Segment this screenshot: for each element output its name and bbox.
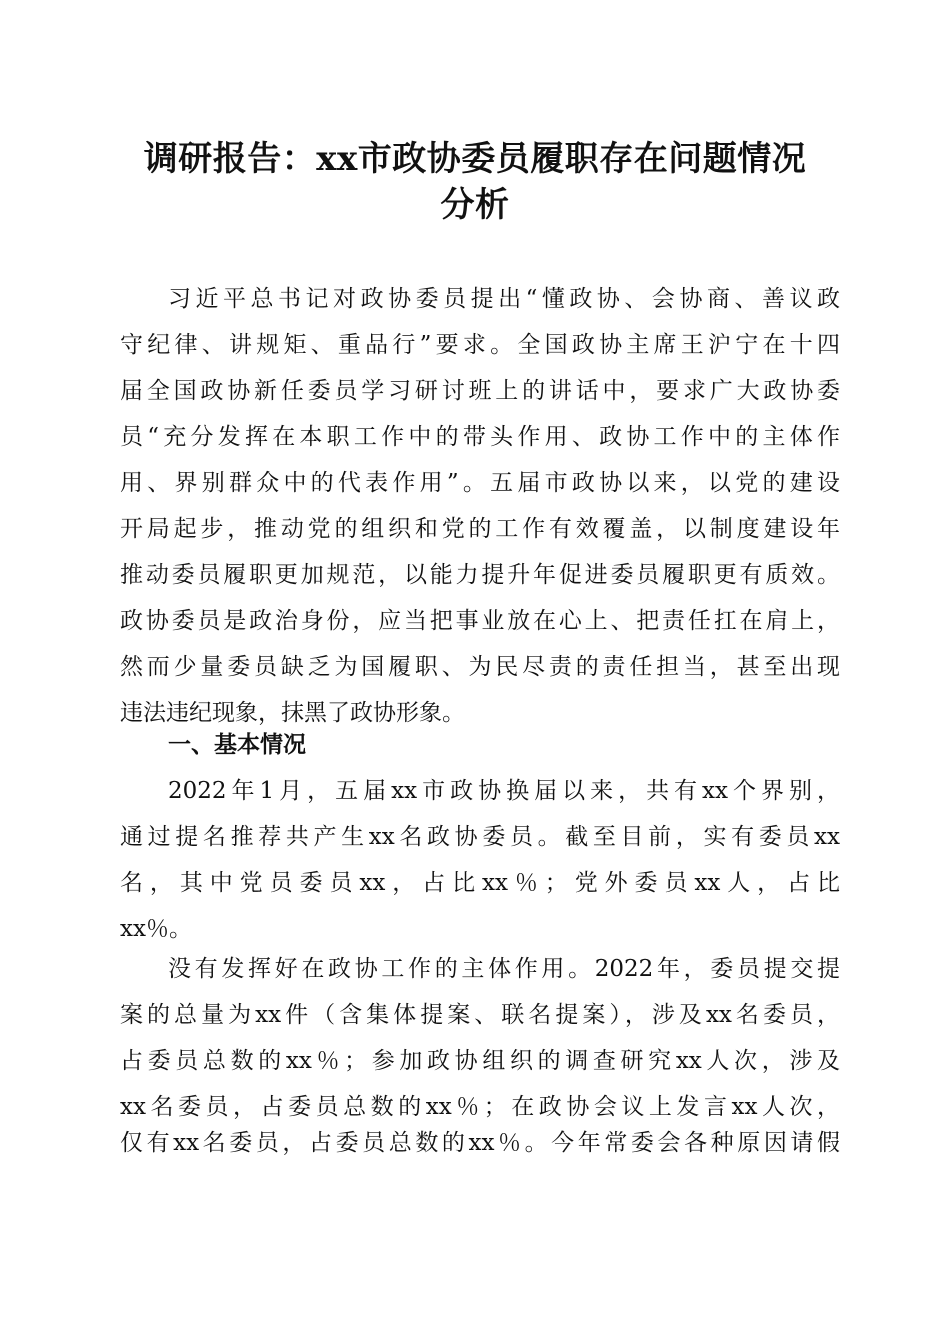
document-title-line-2: 分析 <box>440 185 510 225</box>
intro-line: 政协委员是政治身份，应当把事业放在心上、把责任扛在肩上， <box>120 608 840 634</box>
intro-line: 开局起步，推动党的组织和党的工作有效覆盖，以制度建设年 <box>120 516 840 542</box>
section-para1-line: 通过提名推荐共产生xx名政协委员。截至目前，实有委员xx <box>120 824 840 850</box>
document-title-line-1: 调研报告：xx市政协委员履职存在问题情况 <box>143 139 807 179</box>
section-para1-line: xx％。 <box>120 916 192 942</box>
intro-line: 用、界别群众中的代表作用”。五届市政协以来，以党的建设 <box>120 470 840 496</box>
section-para1-line: 名，其中党员委员xx，占比xx％；党外委员xx人，占比 <box>120 870 840 896</box>
section-para2-line: 仅有xx名委员，占委员总数的xx％。今年常委会各种原因请假 <box>120 1130 840 1156</box>
intro-line: 违法违纪现象，抹黑了政协形象。 <box>120 700 465 726</box>
section-heading: 一、基本情况 <box>168 732 306 758</box>
intro-line: 习近平总书记对政协委员提出“懂政协、会协商、善议政 <box>168 286 840 312</box>
intro-line: 推动委员履职更加规范，以能力提升年促进委员履职更有质效。 <box>120 562 840 588</box>
section-para2-line: 没有发挥好在政协工作的主体作用。2022年，委员提交提 <box>168 956 840 982</box>
section-para2-line: 案的总量为xx件（含集体提案、联名提案），涉及xx名委员， <box>120 1002 840 1028</box>
intro-line: 届全国政协新任委员学习研讨班上的讲话中，要求广大政协委 <box>120 378 840 404</box>
intro-line: 守纪律、讲规矩、重品行”要求。全国政协主席王沪宁在十四 <box>120 332 840 358</box>
section-para2-line: xx名委员，占委员总数的xx％；在政协会议上发言xx人次， <box>120 1094 840 1120</box>
section-para1-line: 2022年1月，五届xx市政协换届以来，共有xx个界别， <box>168 778 840 804</box>
section-para2-line: 占委员总数的xx％；参加政协组织的调查研究xx人次，涉及 <box>120 1048 840 1074</box>
intro-line: 然而少量委员缺乏为国履职、为民尽责的责任担当，甚至出现 <box>120 654 840 680</box>
intro-line: 员“充分发挥在本职工作中的带头作用、政协工作中的主体作 <box>120 424 840 450</box>
